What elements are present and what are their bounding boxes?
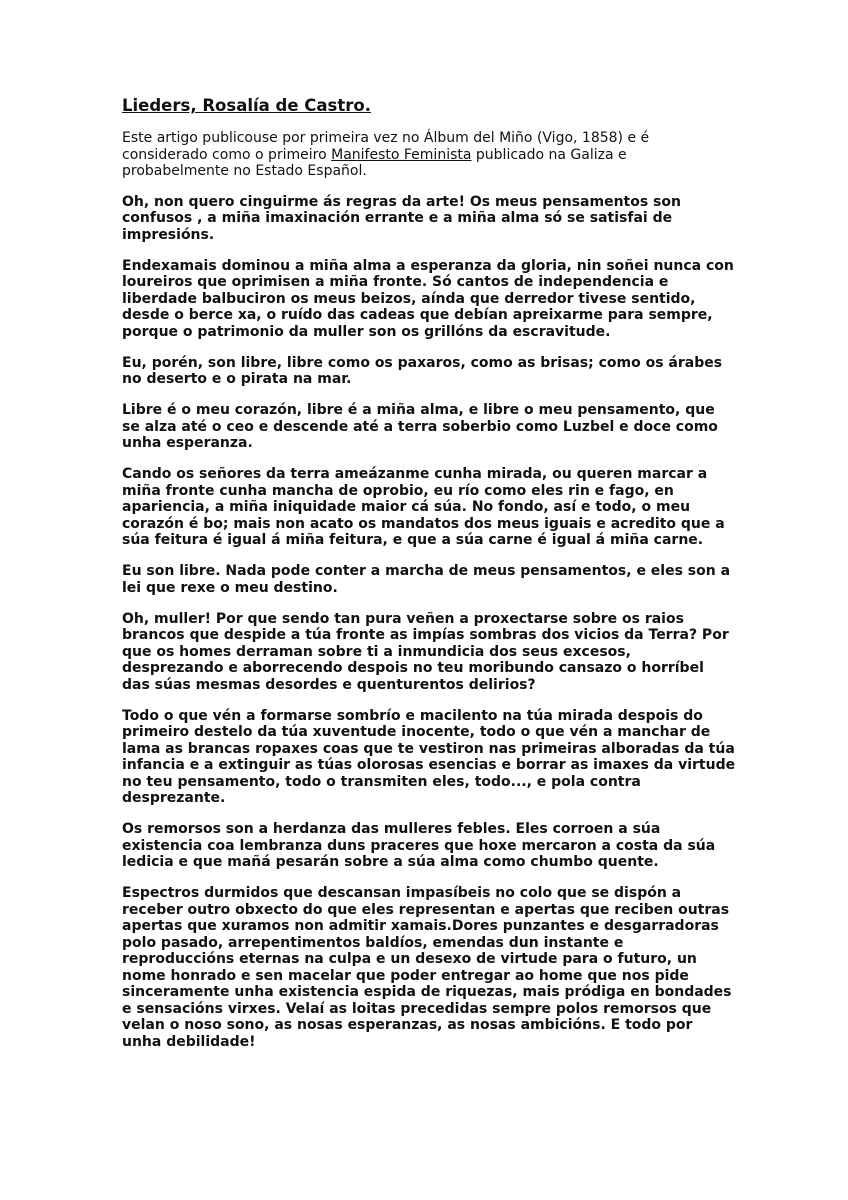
paragraph-10: Espectros durmidos que descansan impasíbeis no colo que se dispón a receber outro obxecto do que eles representan e apertas que reciben outras apertas que xuramos non admitir xamais.Dores punzantes e desgarradoras polo pasado, arrepentimentos baldíos, emendas dun instante e reproduccións eternas na culpa e un desexo de virtude para o futuro, un nome honrado e sen macelar que poder entregar ao home que nos pide sinceramente unha existencia espida de riquezas, mais pródiga en bondades e sensacións virxes. Velaí as loitas precedidas sempre polos remorsos que velan o noso sono, as nosas esperanzas, as nosas ambicións. E todo por unha debilidade!: [122, 885, 732, 1050]
paragraph-5: Cando os señores da terra ameázanme cunha mirada, ou queren marcar a miña fronte cunha mancha de oprobio, eu río como eles rin e fago, en apariencia, a miña iniquidade maior cá súa. No fondo, así e todo, o meu corazón é bo; mais non acato os mandatos dos meus iguais e acredito que a súa feitura é igual á miña feitura, e que a súa carne é igual á miña carne.: [122, 466, 725, 548]
paragraph-1: Oh, non quero cinguirme ás regras da arte! Os meus pensamentos son confusos , a miña imaxinación errante e a miña alma só se satisfai de impresións.: [122, 193, 681, 243]
document-page: [122, 96, 736, 1065]
intro-paragraph: [122, 130, 736, 180]
paragraph-2: Endexamais dominou a miña alma a esperanza da gloria, nin soñei nunca con loureiros que oprimisen a miña fronte. Só cantos de independencia e liberdade balbuciron os meus beizos, aínda que derredor tivese sentido, desde o berce xa, o ruído das cadeas que debían apreixarme para sempre, porque o patrimonio da muller son os grillóns da escravitude.: [122, 257, 734, 340]
intro-text-after: publicado na Galiza e probabelmente no Estado Español.: [122, 146, 627, 179]
paragraph-6: Eu son libre. Nada pode conter a marcha de meus pensamentos, e eles son a lei que rexe o meu destino.: [122, 563, 731, 596]
intro-text-before: Este artigo publicouse por primeira vez no Álbum del Miño (Vigo, 1858) e é considerado como o primeiro: [122, 130, 650, 163]
paragraph-7: Oh, muller! Por que sendo tan pura veñen a proxectarse sobre os raios brancos que despide a túa fronte as impías sombras dos vicios da Terra? Por que os homes derraman sobre ti a inmundicia dos seus excesos, desprezando e aborrecendo despois no teu moribundo cansazo o horríbel das súas mesmas desordes e quenturentos delirios?: [122, 610, 729, 693]
paragraph-3: Eu, porén, son libre, libre como os paxaros, como as brisas; como os árabes no deserto e o pirata na mar.: [122, 354, 723, 387]
manifesto-link[interactable]: Manifesto Feminista: [331, 146, 472, 163]
paragraph-8: Todo o que vén a formarse sombrío e macilento na túa mirada despois do primeiro destelo da túa xuventude inocente, todo o que vén a manchar de lama as brancas ropaxes coas que te vestiron nas primeiras alboradas da túa infancia e a extinguir as túas olorosas esencias e borrar as imaxes da virtude no teu pensamento, todo o transmiten eles, todo..., e pola contra desprezante.: [122, 707, 736, 806]
paragraph-4: Libre é o meu corazón, libre é a miña alma, e libre o meu pensamento, que se alza até o ceo e descende até a terra soberbio como Luzbel e doce como unha esperanza.: [122, 402, 718, 451]
document-title: Lieders, Rosalía de Castro.: [122, 96, 371, 115]
paragraph-9: Os remorsos son a herdanza das mulleres febles. Eles corroen a súa existencia coa lembranza duns praceres que hoxe mercaron a costa da súa ledicia e que mañá pesarán sobre a súa alma como chumbo quente.: [122, 821, 716, 870]
